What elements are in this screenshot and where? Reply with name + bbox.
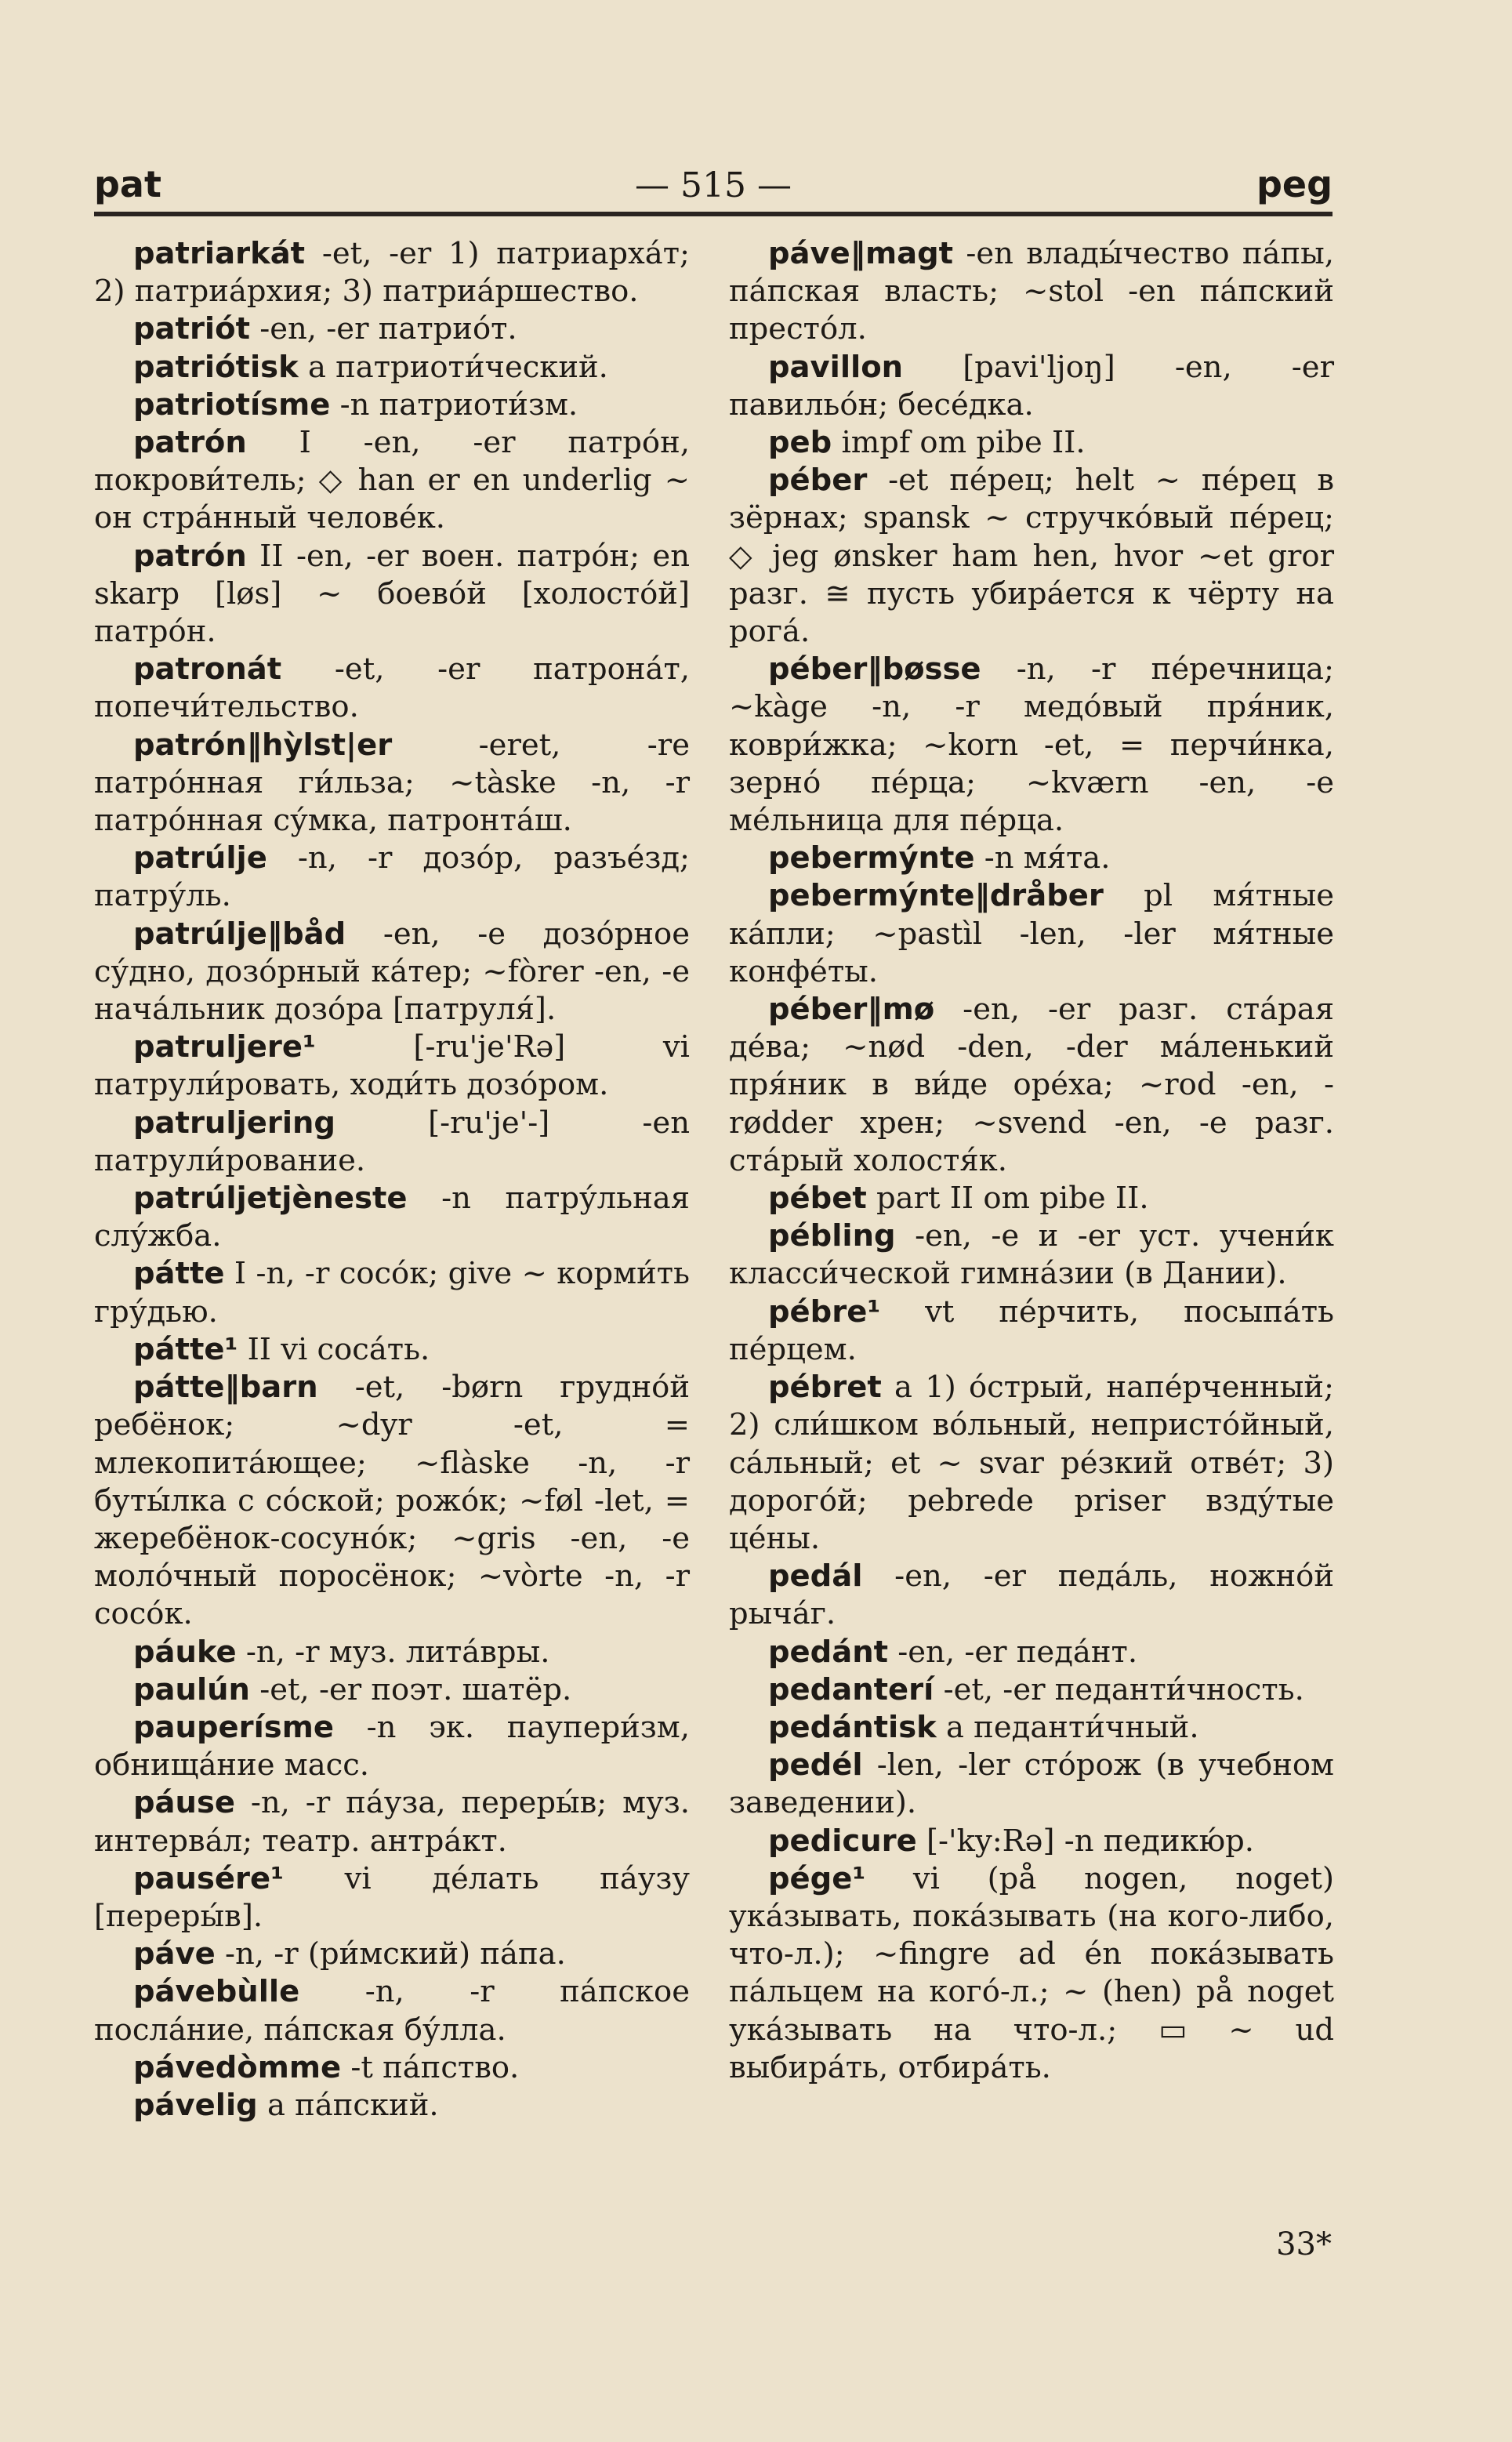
entry-definition: -en, -er патрио́т.	[249, 311, 517, 347]
entry-headword: pauperísme	[133, 1709, 334, 1745]
entry-definition: -n эк. паупери́зм, обнища́ние масс.	[94, 1709, 690, 1783]
right-column	[729, 235, 1334, 2087]
dictionary-entry	[729, 1823, 1334, 1860]
entry-headword: péber‖bøsse	[768, 651, 981, 688]
entry-definition: -n, -r дозо́р, разъе́зд; патру́ль.	[94, 840, 690, 914]
entry-headword: paulún	[133, 1671, 250, 1707]
entry-headword: pausére¹	[133, 1860, 284, 1896]
entry-headword: páuke	[133, 1634, 237, 1670]
entry-definition: -et, -er патрона́т, попечи́тельство.	[94, 651, 690, 725]
dictionary-entry	[94, 2087, 690, 2125]
entry-headword: páve‖magt	[768, 236, 954, 271]
dictionary-entry	[94, 1331, 690, 1369]
entry-headword: pedanterí	[768, 1671, 934, 1707]
entry-definition: [pavi'ljoŋ] -en, -er павильо́н; бесе́дка.	[729, 349, 1334, 423]
entry-headword: patruljering	[133, 1105, 335, 1141]
entry-headword: pébet	[768, 1181, 867, 1217]
dictionary-entry	[94, 1860, 690, 1936]
entry-definition: I -en, -er патро́н, покрови́тель; ◇ han er en underlig ~ он стра́нный челове́к.	[94, 425, 690, 536]
dictionary-entry	[94, 1180, 690, 1255]
dictionary-entry	[729, 1180, 1334, 1217]
entry-definition: vi де́лать па́узу [переры́в].	[94, 1860, 690, 1934]
dictionary-entry	[94, 1973, 690, 2048]
entry-definition: -n, -r муз. лита́вры.	[236, 1634, 550, 1670]
dictionary-entry	[94, 651, 690, 726]
dictionary-entry	[729, 651, 1334, 840]
entry-definition: -et, -børn грудно́й ребёнок; ~dyr -et, = млекопита́ющее; ~flàske -n, -r буты́лка с со́ской; рожо́к; ~føl -let, = жеребёнок-сосуно́к; ~gris -en, -e моло́чный поросёнок; ~vòrte -n, -r сосо́к.	[94, 1370, 690, 1632]
entry-definition: -n патриоти́зм.	[330, 386, 578, 423]
entry-headword: pátte	[133, 1256, 225, 1292]
entry-headword: péber‖mø	[768, 992, 935, 1028]
dictionary-entry	[94, 1671, 690, 1709]
entry-headword: páve	[133, 1936, 216, 1972]
entry-definition: -et, -er 1) патриарха́т; 2) патриа́рхия; 3) патриа́ршество.	[94, 236, 690, 310]
entry-definition: a 1) о́стрый, напе́рченный; 2) сли́шком во́льный, непристо́йный, са́льный; et ~ svar ре́зкий отве́т; 3) дорого́й; pebrede priser взду́тые це́ны.	[729, 1370, 1334, 1556]
entry-headword: pedicure	[768, 1823, 917, 1859]
entry-headword: patrón	[133, 538, 247, 574]
dictionary-entry	[729, 877, 1334, 991]
dictionary-entry	[729, 462, 1334, 651]
dictionary-entry	[729, 1558, 1334, 1633]
dictionary-entry	[729, 1634, 1334, 1671]
dictionary-entry	[729, 1369, 1334, 1558]
entry-headword: pebermýnte‖dråber	[768, 878, 1104, 914]
entry-headword: pedántisk	[768, 1709, 937, 1745]
entry-definition: II vi соса́ть.	[237, 1331, 430, 1367]
dictionary-entry	[94, 727, 690, 840]
entry-definition: -en, -e дозо́рное су́дно, дозо́рный ка́тер; ~fòrer -en, -e нача́льник дозо́ра [патруля́].	[94, 916, 690, 1028]
dictionary-entry	[729, 349, 1334, 424]
entry-definition: [-ru'je'-] -en патрули́рование.	[94, 1105, 690, 1178]
dictionary-entry	[729, 235, 1334, 349]
entry-definition: [-'ky:Rə] -n педикю́р.	[916, 1823, 1255, 1859]
dictionary-entry	[94, 1709, 690, 1784]
entry-definition: -n мя́та.	[974, 840, 1111, 876]
dictionary-entry	[94, 349, 690, 386]
dictionary-entry	[729, 840, 1334, 877]
entry-headword: pátte‖barn	[133, 1370, 318, 1406]
entry-headword: pátte¹	[133, 1331, 238, 1367]
entry-definition: -n, -r (ри́мский) па́па.	[215, 1936, 566, 1972]
entry-headword: patriarkát	[133, 236, 306, 271]
entry-headword: patruljere¹	[133, 1029, 316, 1065]
dictionary-entry	[94, 538, 690, 651]
entry-definition: -en, -er разг. ста́рая де́ва; ~nød -den, -der ма́ленький пря́ник в ви́де оре́ха; ~rod -en, -rødder хрен; ~svend -en, -e разг. ста́рый холостя́к.	[729, 992, 1334, 1178]
entry-definition: -t па́пство.	[341, 2049, 520, 2085]
entry-definition: -et, -er поэт. шатёр.	[249, 1671, 572, 1707]
dictionary-entry	[94, 1784, 690, 1860]
entry-headword: pébret	[768, 1370, 882, 1406]
dictionary-entry	[94, 1634, 690, 1671]
dictionary-entry	[729, 424, 1334, 462]
dictionary-entry	[94, 916, 690, 1029]
dictionary-entry	[729, 1671, 1334, 1709]
entry-definition: vi (på nogen, noget) ука́зывать, пока́зывать (на кого-либо, что-л.); ~fingre ad én пока́зывать па́льцем на кого́-л.; ~ (hen) på noget ука́зывать на что-л.; ▭ ~ ud выбира́ть, отбира́ть.	[729, 1860, 1334, 2085]
entry-definition: II -en, -er воен. патро́н; en skarp [løs] ~ боево́й [холосто́й] патро́н.	[94, 538, 690, 650]
dictionary-entry	[94, 1369, 690, 1633]
entry-headword: páuse	[133, 1785, 235, 1821]
entry-headword: patrúljetjèneste	[133, 1181, 408, 1217]
entry-definition: -n, -r па́уза, переры́в; муз. интерва́л; театр. антра́кт.	[94, 1785, 690, 1859]
entry-headword: pébling	[768, 1218, 896, 1254]
page-number: — 515 —	[635, 165, 792, 205]
entry-definition: -et, -er педанти́чность.	[934, 1671, 1304, 1707]
dictionary-entry	[729, 1709, 1334, 1747]
entry-headword: pebermýnte	[768, 840, 975, 876]
entry-headword: patrúlje	[133, 840, 267, 876]
entry-definition: -et пе́рец; helt ~ пе́рец в зёрнах; spansk ~ стручко́вый пе́рец; ◇ jeg ønsker ham hen, hvor ~et gror разг. ≅ пусть убира́ется к чёрту на рога́.	[729, 463, 1334, 650]
entry-definition: vt пе́рчить, посыпа́ть пе́рцем.	[729, 1294, 1334, 1367]
entry-definition: -en, -e и -er уст. учени́к класси́ческой гимна́зии (в Дании).	[729, 1218, 1334, 1292]
entry-headword: pedál	[768, 1558, 863, 1595]
entry-headword: patrúlje‖båd	[133, 916, 346, 952]
dictionary-entry	[94, 310, 690, 348]
entry-headword: pége¹	[768, 1860, 866, 1896]
entry-headword: péber	[768, 463, 868, 499]
entry-definition: -n патру́льная слу́жба.	[94, 1181, 690, 1254]
entry-headword: pébre¹	[768, 1294, 881, 1330]
header-left-guide-word: pat	[94, 163, 161, 205]
header-right-guide-word: peg	[1256, 163, 1333, 205]
dictionary-entry	[94, 840, 690, 915]
dictionary-entry	[94, 424, 690, 538]
dictionary-entry	[94, 1029, 690, 1104]
entry-headword: patriótisk	[133, 349, 299, 385]
dictionary-entry	[94, 1255, 690, 1330]
entry-definition: impf om pibe II.	[832, 425, 1086, 461]
entry-definition: -len, -ler сто́рож (в учебном заведении).	[729, 1747, 1334, 1821]
entry-definition: -en, -er педа́ль, ножно́й рыча́г.	[729, 1558, 1334, 1632]
dictionary-entry	[94, 386, 690, 424]
entry-headword: patriotísme	[133, 386, 331, 423]
dictionary-entry	[94, 1105, 690, 1180]
entry-headword: pedánt	[768, 1634, 889, 1670]
header-rule	[94, 212, 1333, 216]
entry-definition: -en влады́чество па́пы, па́пская власть; ~stol -en па́пский престо́л.	[729, 236, 1334, 347]
entry-headword: pavillon	[768, 349, 904, 385]
entry-definition: -n, -r па́пское посла́ние, па́пская бу́лла.	[94, 1974, 690, 2048]
dictionary-entry	[729, 1217, 1334, 1293]
dictionary-entry	[729, 1860, 1334, 2087]
entry-definition: -en, -er педа́нт.	[888, 1634, 1138, 1670]
entry-definition: a па́пский.	[257, 2087, 439, 2123]
dictionary-entry	[729, 991, 1334, 1180]
dictionary-entry	[94, 235, 690, 310]
entry-definition: -n, -r пе́речница; ~kàge -n, -r медо́вый пря́ник, коври́жка; ~korn -et, = перчи́нка, зерно́ пе́рца; ~kværn -en, -e ме́льница для пе́рца.	[729, 651, 1334, 839]
entry-headword: patrón	[133, 425, 247, 461]
dictionary-entry	[94, 1936, 690, 1973]
signature-mark: 33*	[1276, 2226, 1332, 2262]
entry-definition: pl мя́тные ка́пли; ~pastìl -len, -ler мя́тные конфе́ты.	[729, 878, 1334, 989]
entry-headword: patronát	[133, 651, 282, 688]
dictionary-entry	[94, 2049, 690, 2087]
entry-headword: pedél	[768, 1747, 863, 1783]
entry-headword: peb	[768, 425, 832, 461]
entry-definition: I -n, -r сосо́к; give ~ корми́ть гру́дью.	[94, 1256, 690, 1330]
entry-headword: pávedòmme	[133, 2049, 342, 2085]
dictionary-entry	[729, 1294, 1334, 1369]
entry-definition: a патриоти́ческий.	[298, 349, 608, 385]
entry-headword: pávelig	[133, 2087, 258, 2123]
entry-headword: patriót	[133, 311, 250, 347]
page-header	[94, 157, 1333, 212]
entry-definition: [-ru'je'Rə] vi патрули́ровать, ходи́ть дозо́ром.	[94, 1029, 690, 1103]
entry-headword: patrón‖hỳlst|er	[133, 727, 393, 763]
dictionary-entry	[729, 1747, 1334, 1822]
entry-definition: a педанти́чный.	[936, 1709, 1199, 1745]
entry-definition: -eret, -re патро́нная ги́льза; ~tàske -n, -r патро́нная су́мка, патронта́ш.	[94, 727, 690, 839]
entry-definition: part II om pibe II.	[866, 1181, 1149, 1217]
left-column	[94, 235, 690, 2125]
entry-headword: pávebùlle	[133, 1974, 300, 2010]
